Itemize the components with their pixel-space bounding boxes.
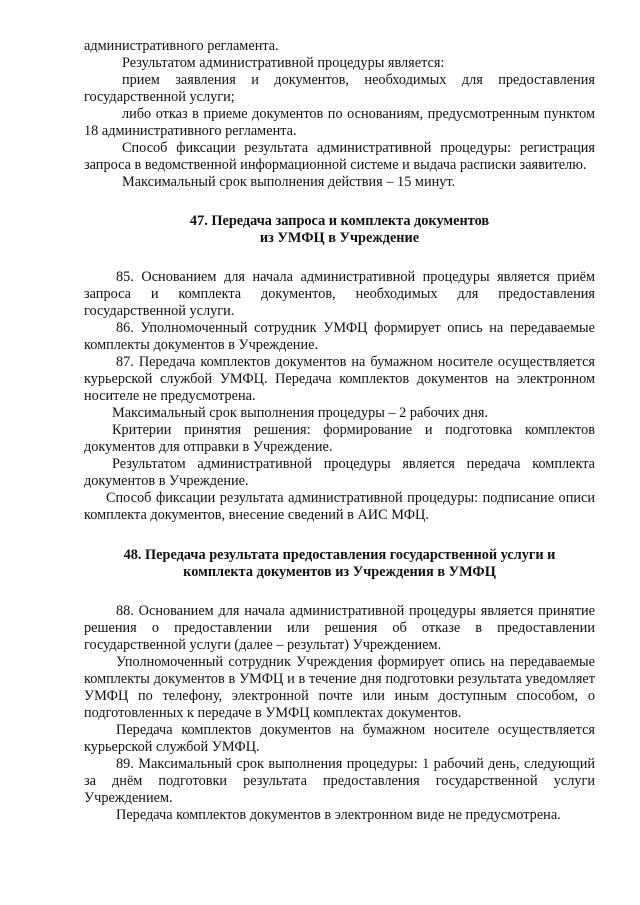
paragraph-89: 89. Максимальный срок выполнения процедуры: 1 рабочий день, следующий за днём подготовки результата предоставления государственной услуги Учреждением. [84,756,595,806]
section-47-title-line2: из УМФЦ в Учреждение [259,230,420,246]
paragraph-47-criteria: Критерии принятия решения: формирование и подготовка комплектов документов для отправки в Учреждение. [84,422,595,455]
paragraph-47-fixation: Способ фиксации результата административной процедуры: подписание описи комплекта документов, внесение сведений в АИС МФЦ. [84,490,595,523]
paragraph-reglament-end: административного регламента. [84,38,279,54]
section-48-title-line2: комплекта документов из Учреждения в УМФЦ [183,564,496,580]
paragraph-87: 87. Передача комплектов документов на бумажном носителе осуществляется курьерской службой УМФЦ. Передача комплектов документов на электронном носителе не предусмотрена. [84,354,595,404]
paragraph-max-time: Максимальный срок выполнения действия – 15 минут. [122,174,456,190]
paragraph-88: 88. Основанием для начала административной процедуры является принятие решения о предоставлении или решения об отказе в предоставлении государственной услуги (далее – результат) Учреждением. [84,603,595,653]
section-48-title-line1: 48. Передача результата предоставления государственной услуги и [123,547,556,563]
section-48-title [84,547,595,581]
paragraph-result-refusal: либо отказ в приеме документов по основаниям, предусмотренным пунктом 18 административного регламента. [84,106,595,139]
paragraph-47-max-term: Максимальный срок выполнения процедуры – 2 рабочих дня. [112,405,489,421]
paragraph-88-inventory: Уполномоченный сотрудник Учреждения формирует опись на передаваемые комплекты документов в УМФЦ и в течение дня подготовки результата уведомляет УМФЦ по телефону, электронной почте или иным доступным способом, о подготовленных к передаче в УМФЦ комплектах документов. [84,654,595,721]
document-page [84,38,595,824]
paragraph-result-acceptance: прием заявления и документов, необходимых для предоставления государственной услуги; [84,72,595,105]
paragraph-85: 85. Основанием для начала административной процедуры является приём запроса и комплекта документов, необходимых для предоставления государственной услуги. [84,269,595,319]
section-47-title-line1: 47. Передача запроса и комплекта документов [189,213,490,229]
paragraph-48-electronic: Передача комплектов документов в электронном виде не предусмотрена. [116,807,561,823]
paragraph-fixation-method: Способ фиксации результата административной процедуры: регистрация запроса в ведомственной информационной системе и выдача расписки заявителю. [84,140,595,173]
paragraph-88-courier: Передача комплектов документов на бумажном носителе осуществляется курьерской службой УМФЦ. [84,722,595,755]
paragraph-47-result: Результатом административной процедуры является передача комплекта документов в Учреждение. [84,456,595,489]
paragraph-86: 86. Уполномоченный сотрудник УМФЦ формирует опись на передаваемые комплекты документов в Учреждение. [84,320,595,353]
paragraph-result-heading: Результатом административной процедуры является: [122,55,445,71]
section-47-title [84,213,595,247]
